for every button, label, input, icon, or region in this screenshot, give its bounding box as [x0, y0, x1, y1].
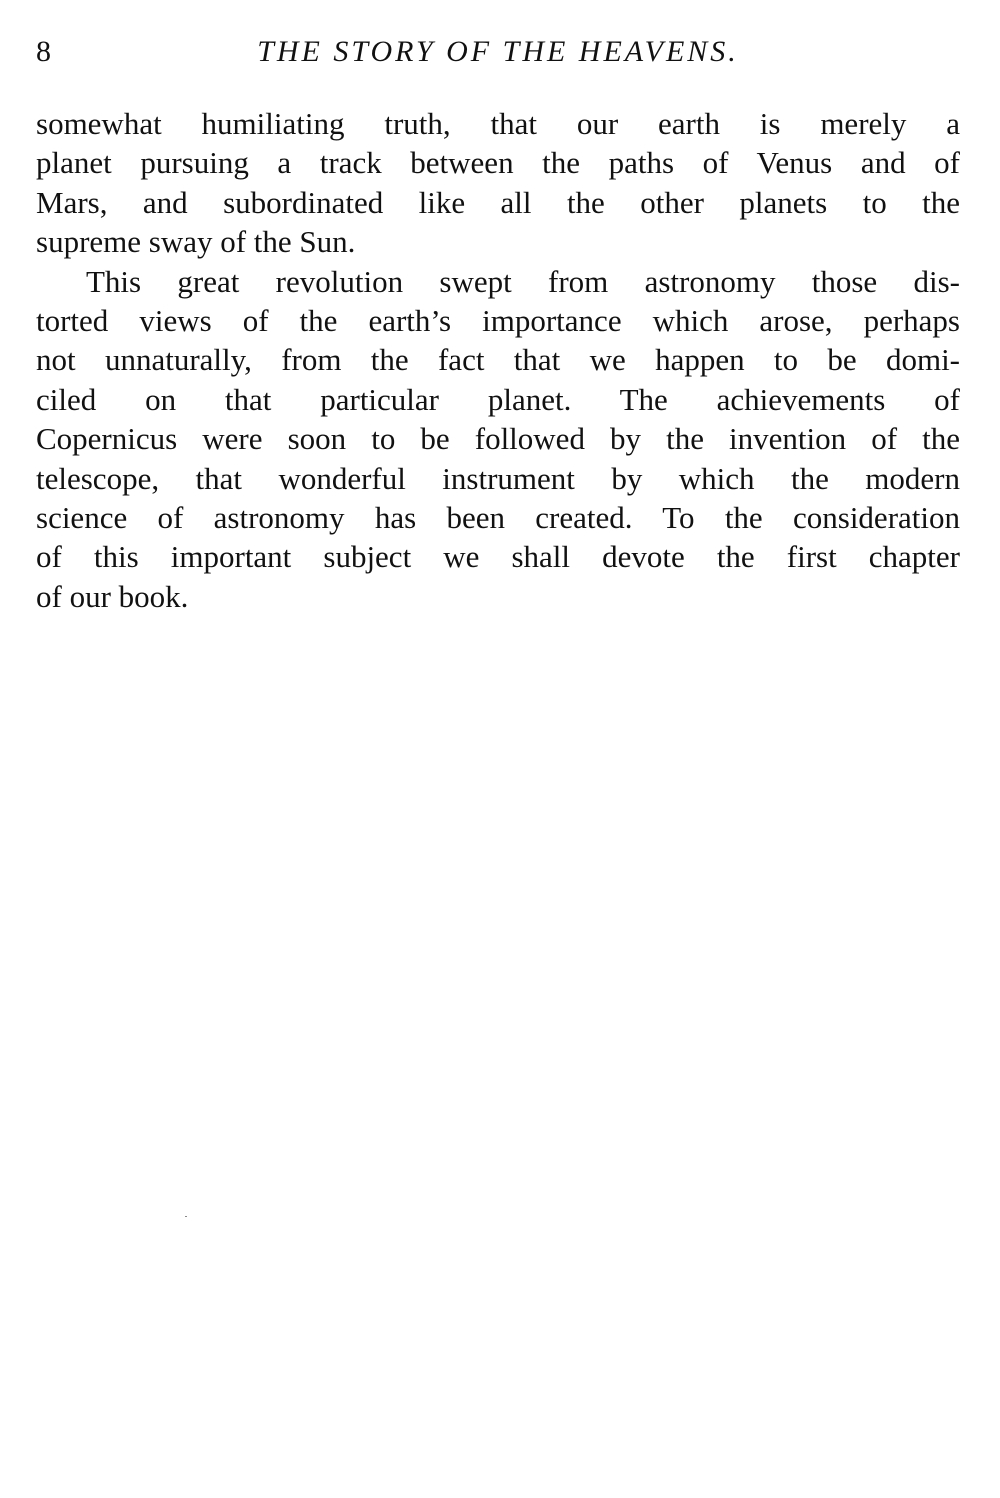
text-line: science of astronomy has been created. To the consideration — [36, 499, 960, 535]
text-line: supreme sway of the Sun. — [36, 224, 356, 260]
text-line: torted views of the earth’s importance which arose, perhaps — [36, 302, 960, 338]
text-line: somewhat humiliating truth, that our earth is merely a — [36, 106, 960, 141]
page-header — [36, 34, 960, 74]
print-speck — [185, 1216, 187, 1217]
text-line: ciled on that particular planet. The achievements of — [36, 381, 960, 417]
text-line: Mars, and subordinated like all the other planets to the — [36, 184, 960, 220]
text-line: telescope, that wonderful instrument by which the modern — [36, 460, 960, 496]
text-line: This great revolution swept from astronomy those dis- — [86, 263, 960, 299]
text-line: Copernicus were soon to be followed by the invention of the — [36, 421, 960, 457]
page-number: 8 — [36, 35, 51, 68]
body-text — [36, 104, 960, 616]
text-line: planet pursuing a track between the paths of Venus and of — [36, 145, 960, 181]
text-line: of our book. — [36, 578, 189, 614]
text-line: not unnaturally, from the fact that we happen to be domi- — [36, 342, 960, 378]
running-title: THE STORY OF THE HEAVENS. — [257, 35, 739, 68]
text-line: of this important subject we shall devote the first chapter — [36, 539, 960, 575]
